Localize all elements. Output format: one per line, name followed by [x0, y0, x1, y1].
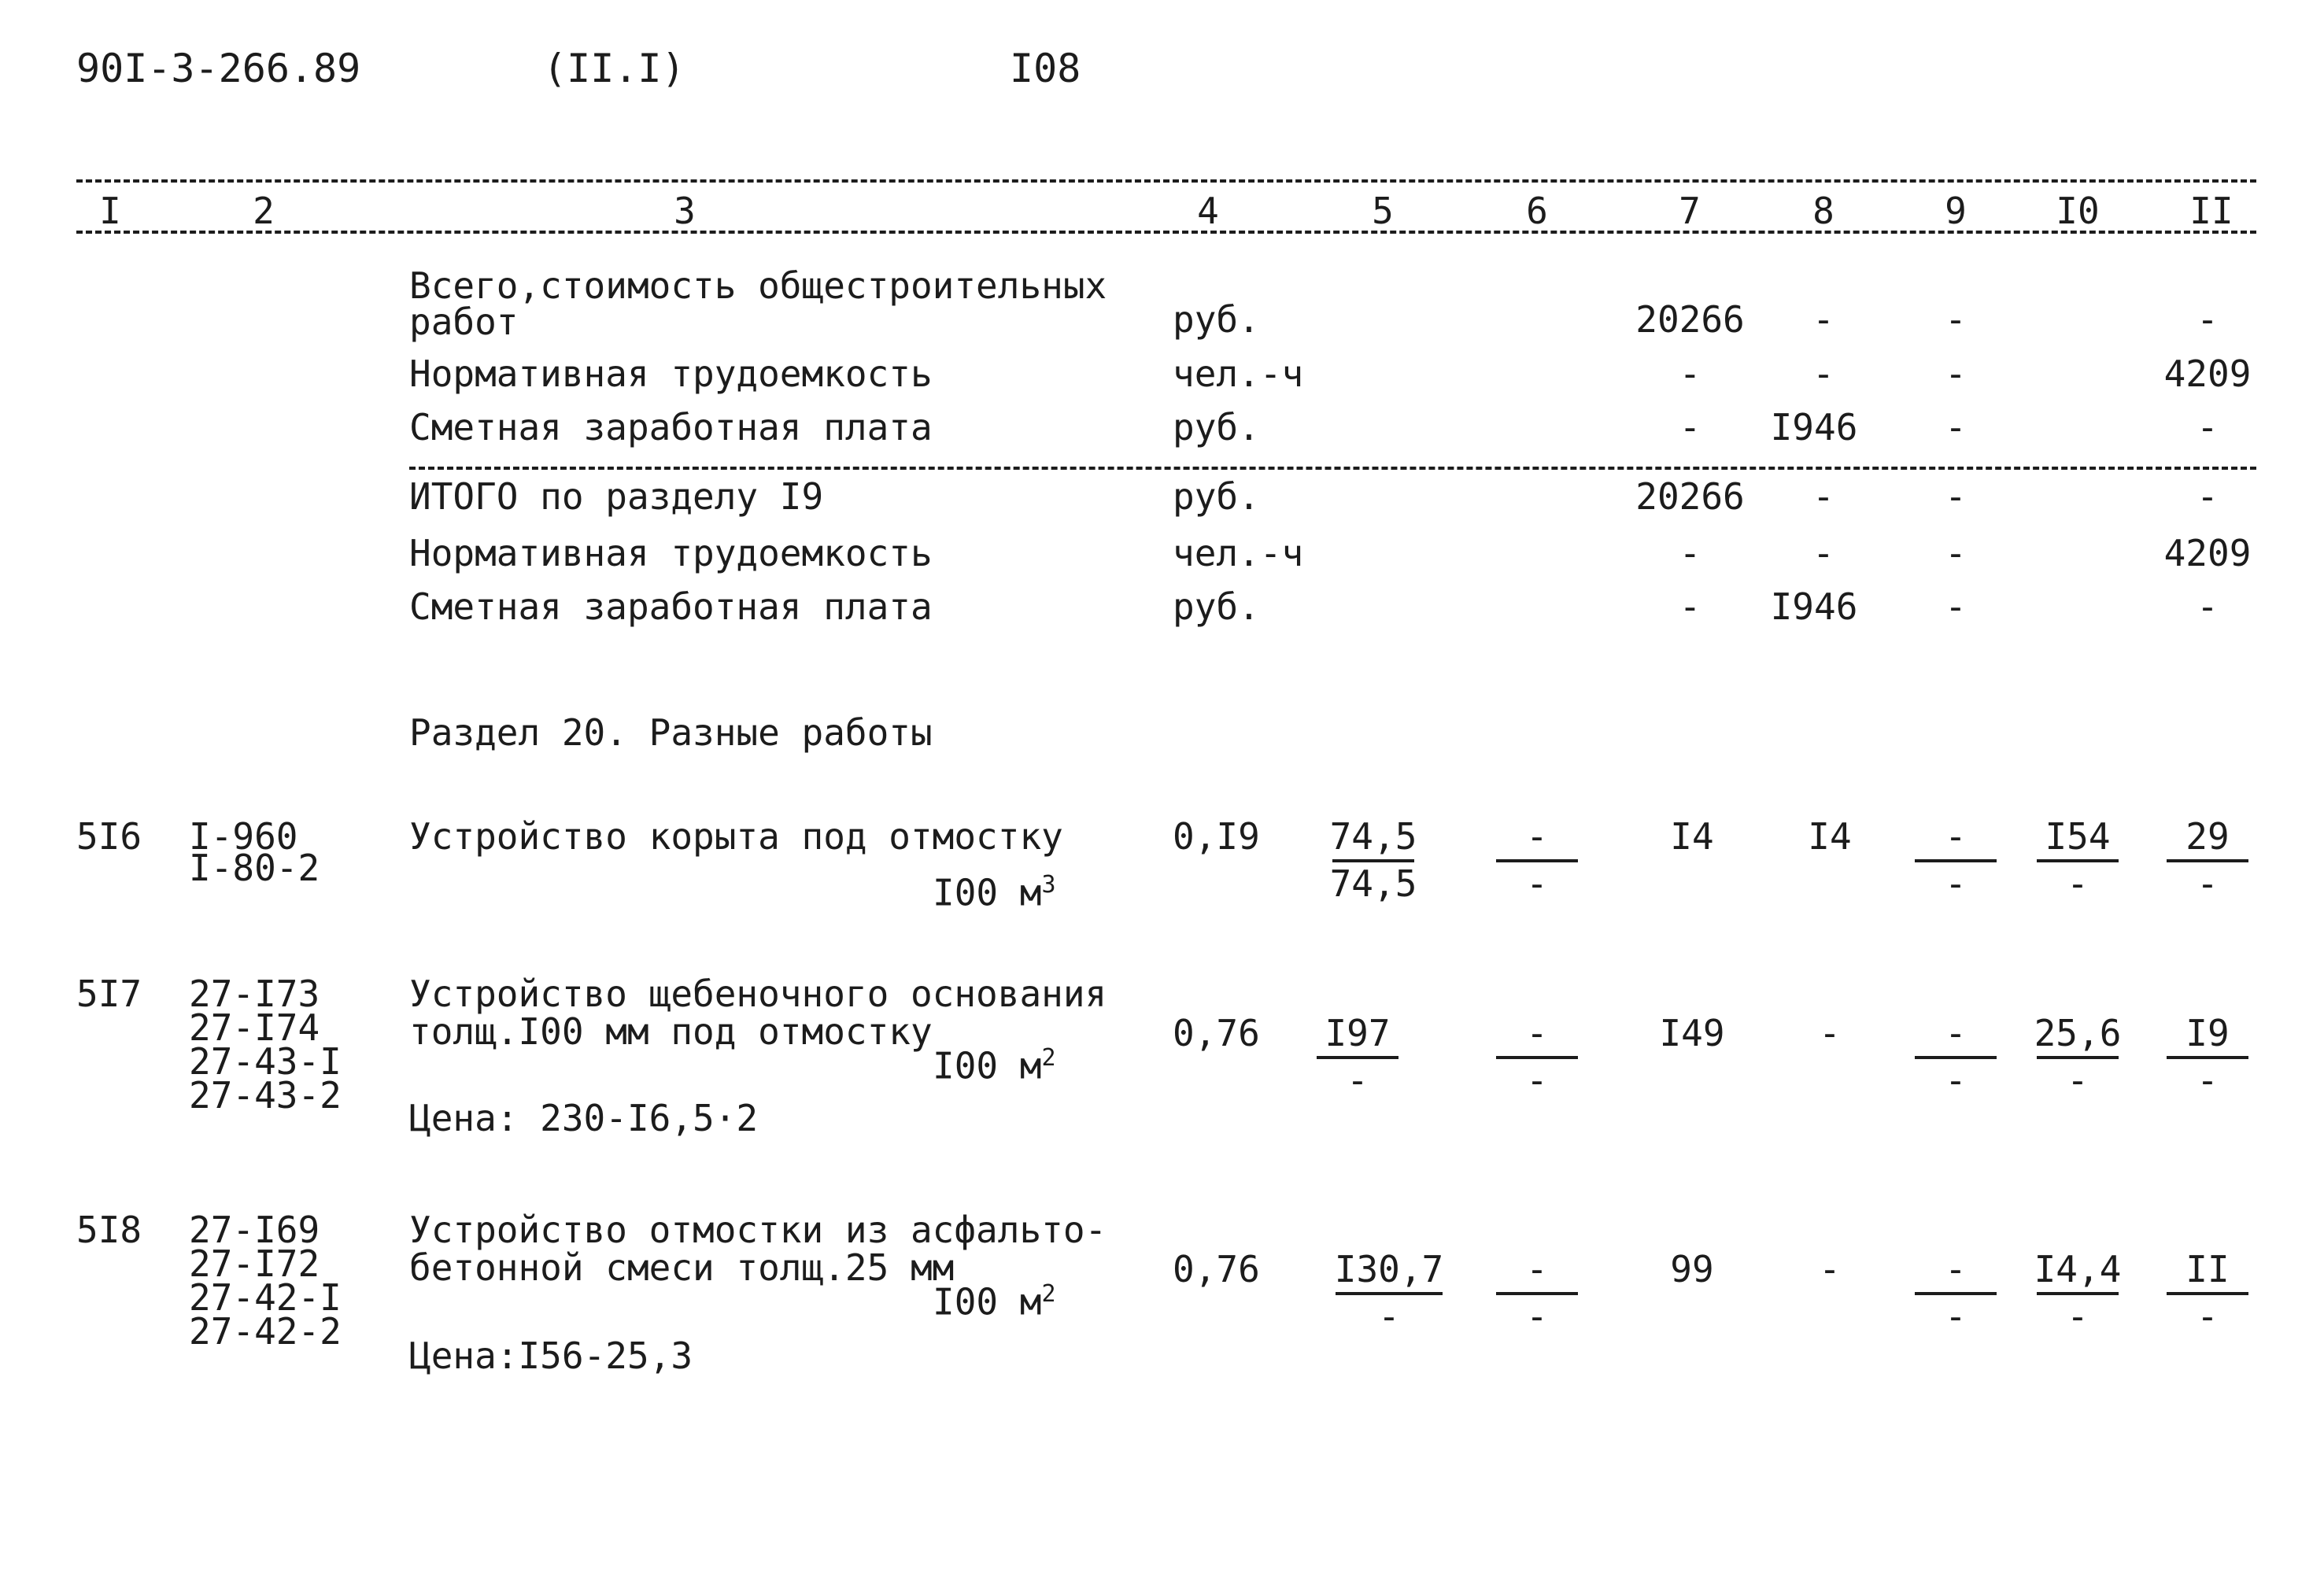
row-description: толщ.I00 мм под отмостку — [409, 1010, 933, 1053]
row-code: 27-I72 — [189, 1242, 320, 1285]
header-top-rule — [76, 179, 2256, 183]
row-fraction-col10: 25,6 - — [2034, 1012, 2122, 1102]
page-number: I08 — [1010, 46, 1081, 91]
summary-value-col8: I946 — [1770, 406, 1858, 449]
col-header-7: 7 — [1679, 190, 1701, 232]
row-description: бетонной смеси толщ.25 мм — [409, 1246, 955, 1289]
col-header-3: 3 — [674, 190, 696, 232]
row-fraction-col11: I9 - — [2156, 1015, 2259, 1098]
row-code: 27-I74 — [189, 1006, 320, 1049]
header-bottom-rule — [76, 231, 2256, 234]
summary-value-col7: - — [1679, 585, 1701, 628]
row-value-col8: - — [1819, 1248, 1841, 1290]
summary-value-col11: - — [2197, 298, 2219, 341]
row-number: 5I8 — [76, 1209, 142, 1251]
summary-value-col9: - — [1945, 532, 1967, 574]
row-price: Цена:I56-25,3 — [409, 1335, 693, 1377]
row-fraction-col10: I54 - — [2027, 818, 2129, 902]
row-unit: I00 $м^2$ — [933, 1044, 1056, 1087]
row-fraction-col9: - - — [1905, 1251, 2007, 1335]
row-fraction-col9: - - — [1905, 1015, 2007, 1098]
col-header-5: 5 — [1372, 190, 1394, 232]
row-code: 27-42-I — [189, 1276, 342, 1319]
summary-label: ИТОГО по разделу I9 — [409, 475, 824, 518]
summary-value-col8: - — [1812, 298, 1834, 341]
summary-unit: чел.-ч — [1173, 532, 1304, 574]
summary-value-col7: - — [1679, 406, 1701, 449]
section-title: Раздел 20. Разные работы — [409, 711, 933, 754]
row-value-col8: - — [1819, 1012, 1841, 1054]
summary-value-col8: - — [1812, 532, 1834, 574]
summary-value-col11: - — [2197, 475, 2219, 518]
section-code: (II.I) — [543, 46, 685, 91]
summary-value-col8: - — [1812, 353, 1834, 395]
summary-value-col9: - — [1945, 406, 1967, 449]
row-code: 27-43-I — [189, 1040, 342, 1083]
row-fraction-col5: I30,7 - — [1334, 1248, 1444, 1338]
row-code: 27-42-2 — [189, 1310, 342, 1353]
summary-unit: руб. — [1173, 406, 1260, 449]
summary-value-col9: - — [1945, 475, 1967, 518]
row-fraction-col10: I4,4 - — [2034, 1248, 2122, 1338]
summary-value-col7: - — [1679, 353, 1701, 395]
summary-value-col11: - — [2197, 406, 2219, 449]
row-value-col7: I4 — [1670, 815, 1714, 858]
row-description: Устройство щебеночного основания — [409, 973, 1107, 1015]
row-description: Устройство корыта под отмостку — [409, 815, 1063, 858]
row-unit: I00 $м^2$ — [933, 1280, 1056, 1323]
summary-label: Нормативная трудоемкость — [409, 353, 933, 395]
row-quantity: 0,I9 — [1173, 815, 1260, 858]
row-code: 27-43-2 — [189, 1074, 342, 1117]
row-quantity: 0,76 — [1173, 1248, 1260, 1290]
row-fraction-col11: II - — [2156, 1251, 2259, 1335]
col-header-2: 2 — [253, 190, 275, 232]
row-fraction-col5: 74,5 74,5 — [1329, 815, 1417, 905]
col-header-9: 9 — [1945, 190, 1967, 232]
summary-divider — [409, 467, 2256, 470]
row-code: 27-I69 — [189, 1209, 320, 1251]
summary-value-col7: 20266 — [1635, 475, 1745, 518]
summary-value-col8: I946 — [1770, 585, 1858, 628]
row-description: Устройство отмостки из асфальто- — [409, 1209, 1107, 1251]
row-fraction-col6: - - — [1486, 1251, 1588, 1335]
row-value-col7: I49 — [1659, 1012, 1725, 1054]
row-code: I-80-2 — [189, 847, 320, 889]
row-fraction-col6: - - — [1486, 1015, 1588, 1098]
doc-code: 90I-3-266.89 — [76, 46, 361, 91]
summary-label: работ — [409, 301, 519, 343]
row-number: 5I7 — [76, 973, 142, 1015]
row-code: 27-I73 — [189, 973, 320, 1015]
col-header-10: I0 — [2056, 190, 2100, 232]
row-quantity: 0,76 — [1173, 1012, 1260, 1054]
summary-label: Сметная заработная плата — [409, 585, 933, 628]
summary-unit: руб. — [1173, 298, 1260, 341]
row-unit: I00 $м^3$ — [933, 871, 1056, 914]
row-fraction-col9: - - — [1905, 818, 2007, 902]
row-fraction-col5: I97 - — [1306, 1015, 1409, 1098]
summary-value-col11: 4209 — [2163, 353, 2252, 395]
row-fraction-col11: 29 - — [2156, 818, 2259, 902]
summary-value-col9: - — [1945, 298, 1967, 341]
summary-unit: руб. — [1173, 585, 1260, 628]
summary-label: Сметная заработная плата — [409, 406, 933, 449]
summary-value-col9: - — [1945, 585, 1967, 628]
summary-value-col9: - — [1945, 353, 1967, 395]
summary-value-col11: 4209 — [2163, 532, 2252, 574]
summary-value-col7: - — [1679, 532, 1701, 574]
summary-value-col11: - — [2197, 585, 2219, 628]
col-header-8: 8 — [1812, 190, 1834, 232]
row-number: 5I6 — [76, 815, 142, 858]
col-header-6: 6 — [1526, 190, 1548, 232]
summary-unit: руб. — [1173, 475, 1260, 518]
col-header-11: II — [2189, 190, 2233, 232]
row-code: I-960 — [189, 815, 298, 858]
col-header-4: 4 — [1197, 190, 1219, 232]
row-fraction-col6: - - — [1486, 818, 1588, 902]
summary-label: Нормативная трудоемкость — [409, 532, 933, 574]
summary-unit: чел.-ч — [1173, 353, 1304, 395]
row-value-col8: I4 — [1808, 815, 1852, 858]
row-value-col7: 99 — [1670, 1248, 1714, 1290]
summary-value-col7: 20266 — [1635, 298, 1745, 341]
col-header-1: I — [99, 190, 121, 232]
row-price: Цена: 230-I6,5·2 — [409, 1097, 759, 1139]
summary-value-col8: - — [1812, 475, 1834, 518]
summary-label: Всего,стоимость общестроительных — [409, 264, 1107, 307]
